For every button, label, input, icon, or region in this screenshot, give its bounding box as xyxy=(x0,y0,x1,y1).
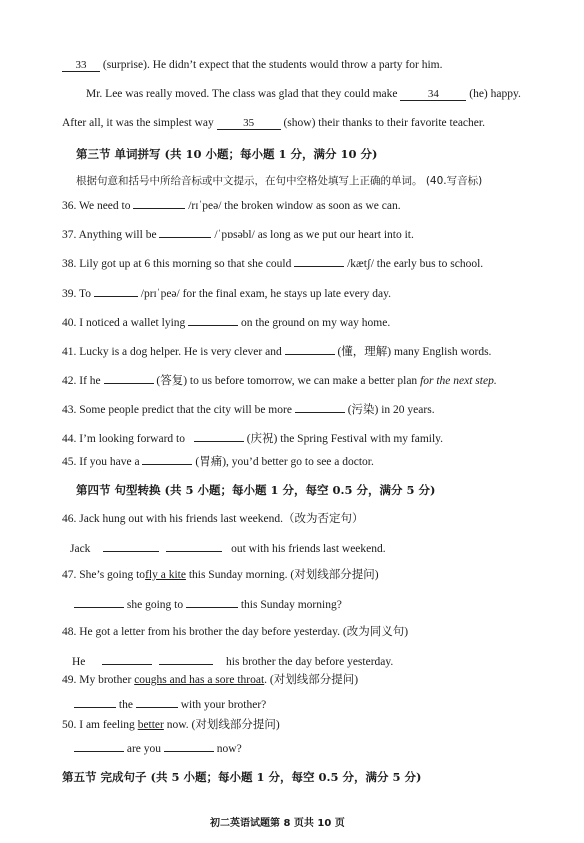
answer-blank-48a[interactable] xyxy=(102,653,152,665)
answer-blank-33[interactable] xyxy=(62,60,100,72)
question-40 xyxy=(62,314,390,330)
question-text: (污染) in 20 years. xyxy=(347,404,435,416)
answer-blank-38[interactable] xyxy=(294,255,344,267)
answer-blank-37[interactable] xyxy=(159,226,211,238)
question-42 xyxy=(62,372,497,388)
answer-blank-35[interactable] xyxy=(217,118,281,130)
answer-text: are you xyxy=(126,743,162,755)
question-text: 45. If you have a xyxy=(62,456,140,468)
answer-blank-50b[interactable] xyxy=(164,740,214,752)
question-39 xyxy=(62,285,391,301)
question-text: /rɪˈpeə/ the broken window as soon as we can. xyxy=(188,200,401,212)
answer-text: his brother the day before yesterday. xyxy=(226,656,394,668)
answer-blank-41[interactable] xyxy=(285,343,335,355)
question-48-prompt: 48. He got a letter from his brother the day before yesterday. (改为同义句) xyxy=(62,626,409,638)
answer-blank-42[interactable] xyxy=(104,372,154,384)
question-text: /prɪˈpeə/ for the final exam, he stays up late every day. xyxy=(140,288,392,300)
question-49-answer xyxy=(74,696,266,712)
answer-blank-47b[interactable] xyxy=(186,596,238,608)
question-text: 38. Lily got up at 6 this morning so that she could xyxy=(62,258,292,270)
blank-number: 35 xyxy=(243,117,255,129)
question-text: 40. I noticed a wallet lying xyxy=(62,317,186,329)
question-48-answer xyxy=(72,653,393,669)
question-46-answer xyxy=(70,540,386,556)
passage-text: (surprise). He didn’t expect that the students would throw a party for him. xyxy=(102,59,443,71)
answer-blank-49a[interactable] xyxy=(74,696,116,708)
answer-blank-46a[interactable] xyxy=(103,540,159,552)
question-text: 47. She’s going to xyxy=(62,569,146,581)
passage-text: (show) their thanks to their favorite teacher. xyxy=(283,117,485,129)
question-47-prompt xyxy=(62,568,379,582)
passage-text: (he) happy. xyxy=(469,88,521,100)
question-text: now. (对划线部分提问) xyxy=(166,719,280,731)
question-43 xyxy=(62,401,435,417)
question-50-answer xyxy=(74,740,242,756)
question-text: 49. My brother xyxy=(62,674,132,686)
question-50-prompt xyxy=(62,718,280,732)
question-text: (答复) to us before tomorrow, we can make a better plan xyxy=(156,375,418,387)
question-text: this Sunday morning. (对划线部分提问) xyxy=(188,569,379,581)
section-3-instruction: 根据句意和括号中所给音标或中文提示，在句中空格处填写上正确的单词。 (40.写音标) xyxy=(76,175,483,187)
question-46-prompt: 46. Jack hung out with his friends last weekend.（改为否定句） xyxy=(62,513,364,525)
question-text: . (对划线部分提问) xyxy=(264,674,359,686)
underlined-text: fly a kite xyxy=(145,569,186,581)
question-38 xyxy=(62,255,483,271)
answer-text: Jack xyxy=(70,543,91,555)
question-text: 39. To xyxy=(62,288,92,300)
answer-text: she going to xyxy=(126,599,184,611)
answer-blank-47a[interactable] xyxy=(74,596,124,608)
passage-line-33 xyxy=(62,58,442,72)
question-text: on the ground on my way home. xyxy=(241,317,391,329)
section-5-title: 第五节 完成句子 (共 5 小题；每小题 1 分，每空 0.5 分，满分 5 分) xyxy=(62,770,422,784)
question-49-prompt xyxy=(62,673,358,687)
answer-blank-34[interactable] xyxy=(400,89,466,101)
answer-text: out with his friends last weekend. xyxy=(231,543,386,555)
answer-blank-49b[interactable] xyxy=(136,696,178,708)
question-text: for the next step. xyxy=(420,375,497,387)
answer-blank-48b[interactable] xyxy=(159,653,213,665)
answer-text: the xyxy=(118,699,133,711)
question-text: (懂，理解) many English words. xyxy=(337,346,492,358)
question-text: 43. Some people predict that the city will be more xyxy=(62,404,292,416)
answer-blank-50a[interactable] xyxy=(74,740,124,752)
answer-text: now? xyxy=(216,743,242,755)
answer-blank-43[interactable] xyxy=(295,401,345,413)
answer-blank-36[interactable] xyxy=(133,197,185,209)
question-text: (庆祝) the Spring Festival with my family. xyxy=(246,433,444,445)
page-footer: 初二英语试题第 8 页共 10 页 xyxy=(210,818,345,829)
question-text: /kætʃ/ the early bus to school. xyxy=(347,258,484,270)
question-47-answer xyxy=(74,596,342,612)
question-text: /ˈpɒsəbl/ as long as we put our heart into it. xyxy=(214,229,414,241)
underlined-text: coughs and has a sore throat xyxy=(134,674,265,686)
question-37 xyxy=(62,226,414,242)
question-text: 36. We need to xyxy=(62,200,131,212)
section-4-title: 第四节 句型转换 (共 5 小题；每小题 1 分，每空 0.5 分，满分 5 分) xyxy=(76,483,436,497)
question-41 xyxy=(62,343,491,359)
answer-text: with your brother? xyxy=(180,699,267,711)
question-text: (胃痛), you’d better go to see a doctor. xyxy=(195,456,374,468)
question-text: 44. I’m looking forward to xyxy=(62,433,185,445)
question-text: 41. Lucky is a dog helper. He is very clever and xyxy=(62,346,282,358)
answer-blank-40[interactable] xyxy=(188,314,238,326)
passage-line-34 xyxy=(86,87,521,101)
passage-text: Mr. Lee was really moved. The class was glad that they could make xyxy=(86,88,398,100)
answer-text: this Sunday morning? xyxy=(240,599,342,611)
answer-blank-46b[interactable] xyxy=(166,540,222,552)
passage-line-35 xyxy=(62,116,485,130)
question-text: 42. If he xyxy=(62,375,101,387)
section-3-title: 第三节 单词拼写 (共 10 小题；每小题 1 分，满分 10 分) xyxy=(76,147,378,161)
question-text: 37. Anything will be xyxy=(62,229,157,241)
question-45 xyxy=(62,453,374,469)
answer-blank-44[interactable] xyxy=(194,430,244,442)
blank-number: 34 xyxy=(427,88,439,100)
answer-blank-39[interactable] xyxy=(94,285,138,297)
question-text: 50. I am feeling xyxy=(62,719,135,731)
answer-blank-45[interactable] xyxy=(142,453,192,465)
blank-number: 33 xyxy=(75,59,87,71)
question-44 xyxy=(62,430,443,446)
question-36 xyxy=(62,197,401,213)
answer-text: He xyxy=(72,656,86,668)
passage-text: After all, it was the simplest way xyxy=(62,117,214,129)
underlined-text: better xyxy=(137,719,164,731)
